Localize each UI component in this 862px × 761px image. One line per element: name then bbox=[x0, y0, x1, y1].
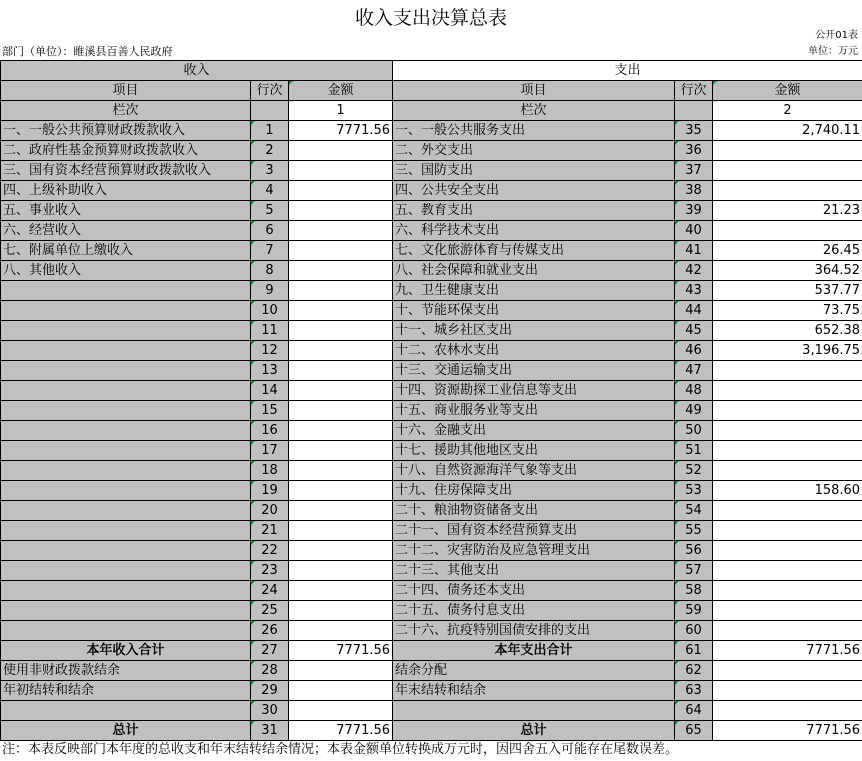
expense-item-cell: 二十一、国有资本经营预算支出 bbox=[393, 521, 675, 541]
expense-item-cell: 二十四、债务还本支出 bbox=[393, 581, 675, 601]
expense-rowno-cell: 58 bbox=[675, 581, 713, 601]
form-code: 公开01表 bbox=[815, 30, 858, 41]
income-amount-cell bbox=[289, 681, 393, 701]
expense-item-cell: 二、外交支出 bbox=[393, 141, 675, 161]
expense-rowno-cell: 38 bbox=[675, 181, 713, 201]
income-item-cell: 一、一般公共预算财政拨款收入 bbox=[1, 121, 251, 141]
expense-amount-cell: 652.38 bbox=[713, 321, 862, 341]
expense-item-cell: 总计 bbox=[393, 721, 675, 741]
expense-rowno-cell: 61 bbox=[675, 641, 713, 661]
income-amount-cell bbox=[289, 441, 393, 461]
table-row bbox=[1, 481, 862, 501]
table-row bbox=[1, 661, 862, 681]
expense-rowno-cell: 59 bbox=[675, 601, 713, 621]
table-row bbox=[1, 181, 862, 201]
income-item-cell: 年初结转和结余 bbox=[1, 681, 251, 701]
expense-rowno-cell: 40 bbox=[675, 221, 713, 241]
table-row bbox=[1, 581, 862, 601]
income-rowno-cell: 28 bbox=[251, 661, 289, 681]
expense-item-cell: 十七、援助其他地区支出 bbox=[393, 441, 675, 461]
income-amount-cell bbox=[289, 701, 393, 721]
income-amount-cell: 7771.56 bbox=[289, 641, 393, 661]
expense-rowno-cell: 49 bbox=[675, 401, 713, 421]
income-item-cell bbox=[1, 281, 251, 301]
table-row bbox=[1, 201, 862, 221]
expense-rowno-cell: 37 bbox=[675, 161, 713, 181]
expense-item-header: 项目 bbox=[393, 81, 675, 101]
income-rowno-cell: 4 bbox=[251, 181, 289, 201]
expense-amount-cell bbox=[713, 221, 862, 241]
income-rowno-cell: 18 bbox=[251, 461, 289, 481]
expense-item-cell: 一、一般公共服务支出 bbox=[393, 121, 675, 141]
expense-item-cell: 年末结转和结余 bbox=[393, 681, 675, 701]
table-row bbox=[1, 381, 862, 401]
expense-amount-cell bbox=[713, 621, 862, 641]
income-amount-cell bbox=[289, 461, 393, 481]
income-rowno-cell: 11 bbox=[251, 321, 289, 341]
expense-item-cell: 二十、粮油物资储备支出 bbox=[393, 501, 675, 521]
table-row bbox=[1, 441, 862, 461]
expense-rowno-cell: 55 bbox=[675, 521, 713, 541]
expense-rowno-cell: 42 bbox=[675, 261, 713, 281]
section-header-row bbox=[1, 61, 862, 81]
income-amount-cell bbox=[289, 481, 393, 501]
income-rowno-cell: 13 bbox=[251, 361, 289, 381]
income-amount-cell bbox=[289, 521, 393, 541]
expense-rowno-cell: 43 bbox=[675, 281, 713, 301]
table-row bbox=[1, 401, 862, 421]
income-rowno-cell: 25 bbox=[251, 601, 289, 621]
subtotal-row bbox=[1, 641, 862, 661]
income-amount-cell bbox=[289, 361, 393, 381]
expense-amount-cell bbox=[713, 401, 862, 421]
expense-item-cell: 二十五、债务付息支出 bbox=[393, 601, 675, 621]
expense-item-cell: 二十二、灾害防治及应急管理支出 bbox=[393, 541, 675, 561]
table-row bbox=[1, 701, 862, 721]
expense-rowno-cell: 41 bbox=[675, 241, 713, 261]
expense-rowno-cell: 51 bbox=[675, 441, 713, 461]
income-item-cell bbox=[1, 581, 251, 601]
expense-item-cell: 十五、商业服务业等支出 bbox=[393, 401, 675, 421]
income-rowno-cell: 9 bbox=[251, 281, 289, 301]
income-rowno-cell: 1 bbox=[251, 121, 289, 141]
expense-amount-header: 金额 bbox=[713, 81, 862, 101]
unit-label: 单位：万元 bbox=[808, 46, 858, 57]
income-amount-cell: 7771.56 bbox=[289, 121, 393, 141]
income-rowno-cell: 7 bbox=[251, 241, 289, 261]
expense-rowno-cell: 56 bbox=[675, 541, 713, 561]
expense-rowno-cell: 45 bbox=[675, 321, 713, 341]
expense-amount-cell bbox=[713, 421, 862, 441]
expense-rowno-cell: 57 bbox=[675, 561, 713, 581]
expense-amount-cell bbox=[713, 461, 862, 481]
income-colno-label: 栏次 bbox=[1, 101, 251, 121]
table-row bbox=[1, 341, 862, 361]
expense-amount-cell bbox=[713, 501, 862, 521]
table-row bbox=[1, 621, 862, 641]
table-row bbox=[1, 521, 862, 541]
income-item-cell: 五、事业收入 bbox=[1, 201, 251, 221]
expense-rowno-cell: 39 bbox=[675, 201, 713, 221]
table-row bbox=[1, 301, 862, 321]
expense-rowno-cell: 48 bbox=[675, 381, 713, 401]
table-row bbox=[1, 121, 862, 141]
income-amount-cell bbox=[289, 401, 393, 421]
expense-rowno-cell: 52 bbox=[675, 461, 713, 481]
expense-item-cell: 五、教育支出 bbox=[393, 201, 675, 221]
table-row bbox=[1, 501, 862, 521]
income-amount-cell bbox=[289, 281, 393, 301]
income-rowno-cell: 16 bbox=[251, 421, 289, 441]
expense-item-cell: 十九、住房保障支出 bbox=[393, 481, 675, 501]
income-amount-cell bbox=[289, 261, 393, 281]
income-rowno-cell: 23 bbox=[251, 561, 289, 581]
table-row bbox=[1, 681, 862, 701]
footnote: 注：本表反映部门本年度的总收支和年末结转结余情况；本表金额单位转换成万元时，因四舍五入可能存在尾数误差。 bbox=[2, 742, 679, 757]
income-rowno-cell: 15 bbox=[251, 401, 289, 421]
expense-item-cell: 十、节能环保支出 bbox=[393, 301, 675, 321]
expense-amount-cell bbox=[713, 381, 862, 401]
income-item-cell: 本年收入合计 bbox=[1, 641, 251, 661]
income-amount-header: 金额 bbox=[289, 81, 393, 101]
expense-amount-cell: 7771.56 bbox=[713, 641, 862, 661]
column-header-row bbox=[1, 81, 862, 101]
expense-item-cell: 十一、城乡社区支出 bbox=[393, 321, 675, 341]
expense-amount-cell bbox=[713, 441, 862, 461]
income-colno-blank bbox=[251, 101, 289, 121]
income-amount-cell bbox=[289, 321, 393, 341]
expense-item-cell: 十六、金融支出 bbox=[393, 421, 675, 441]
expense-rowno-cell: 60 bbox=[675, 621, 713, 641]
expense-amount-cell: 26.45 bbox=[713, 241, 862, 261]
income-item-cell: 七、附属单位上缴收入 bbox=[1, 241, 251, 261]
expense-item-cell: 十八、自然资源海洋气象等支出 bbox=[393, 461, 675, 481]
expense-rowno-cell: 65 bbox=[675, 721, 713, 741]
income-amount-cell bbox=[289, 241, 393, 261]
expense-item-cell: 八、社会保障和就业支出 bbox=[393, 261, 675, 281]
income-item-cell: 使用非财政拨款结余 bbox=[1, 661, 251, 681]
income-amount-cell bbox=[289, 181, 393, 201]
income-item-cell bbox=[1, 381, 251, 401]
table-row bbox=[1, 601, 862, 621]
expense-colno-blank bbox=[675, 101, 713, 121]
income-item-cell: 三、国有资本经营预算财政拨款收入 bbox=[1, 161, 251, 181]
expense-amount-cell bbox=[713, 521, 862, 541]
table-row bbox=[1, 461, 862, 481]
income-amount-cell bbox=[289, 221, 393, 241]
income-item-cell bbox=[1, 501, 251, 521]
income-item-cell bbox=[1, 621, 251, 641]
expense-amount-cell: 73.75 bbox=[713, 301, 862, 321]
expense-colno-value: 2 bbox=[713, 101, 862, 121]
expense-amount-cell bbox=[713, 541, 862, 561]
expense-rowno-cell: 47 bbox=[675, 361, 713, 381]
expense-rowno-cell: 36 bbox=[675, 141, 713, 161]
income-rowno-cell: 24 bbox=[251, 581, 289, 601]
income-amount-cell bbox=[289, 541, 393, 561]
expense-amount-cell bbox=[713, 681, 862, 701]
expense-amount-cell bbox=[713, 181, 862, 201]
expense-rowno-cell: 50 bbox=[675, 421, 713, 441]
expense-item-cell: 四、公共安全支出 bbox=[393, 181, 675, 201]
income-item-cell bbox=[1, 521, 251, 541]
expense-amount-cell bbox=[713, 581, 862, 601]
income-rowno-cell: 19 bbox=[251, 481, 289, 501]
expense-item-cell: 十三、交通运输支出 bbox=[393, 361, 675, 381]
income-rowno-cell: 12 bbox=[251, 341, 289, 361]
income-section-header: 收入 bbox=[1, 61, 393, 81]
income-item-cell bbox=[1, 481, 251, 501]
expense-rowno-cell: 53 bbox=[675, 481, 713, 501]
expense-item-cell: 九、卫生健康支出 bbox=[393, 281, 675, 301]
expense-item-cell: 七、文化旅游体育与传媒支出 bbox=[393, 241, 675, 261]
page-title: 收入支出决算总表 bbox=[354, 7, 507, 29]
expense-item-cell: 二十三、其他支出 bbox=[393, 561, 675, 581]
income-amount-cell bbox=[289, 421, 393, 441]
expense-item-cell: 结余分配 bbox=[393, 661, 675, 681]
department-label: 部门（单位）：睢溪县百善人民政府 bbox=[2, 45, 173, 58]
income-colno-value: 1 bbox=[289, 101, 393, 121]
expense-item-cell: 二十六、抗疫特别国债安排的支出 bbox=[393, 621, 675, 641]
expense-amount-cell: 158.60 bbox=[713, 481, 862, 501]
income-rowno-cell: 6 bbox=[251, 221, 289, 241]
expense-amount-cell bbox=[713, 361, 862, 381]
expense-rowno-cell: 64 bbox=[675, 701, 713, 721]
expense-rowno-cell: 35 bbox=[675, 121, 713, 141]
expense-rowno-cell: 62 bbox=[675, 661, 713, 681]
income-amount-cell bbox=[289, 341, 393, 361]
table-row bbox=[1, 561, 862, 581]
income-expense-table bbox=[0, 60, 862, 741]
income-amount-cell bbox=[289, 661, 393, 681]
income-amount-cell bbox=[289, 581, 393, 601]
expense-amount-cell bbox=[713, 161, 862, 181]
income-rowno-cell: 29 bbox=[251, 681, 289, 701]
income-item-cell bbox=[1, 561, 251, 581]
income-amount-cell bbox=[289, 601, 393, 621]
income-item-cell bbox=[1, 461, 251, 481]
income-item-cell bbox=[1, 421, 251, 441]
expense-amount-cell: 364.52 bbox=[713, 261, 862, 281]
expense-amount-cell: 3,196.75 bbox=[713, 341, 862, 361]
table-row bbox=[1, 221, 862, 241]
income-item-cell bbox=[1, 701, 251, 721]
income-rowno-cell: 17 bbox=[251, 441, 289, 461]
expense-amount-cell bbox=[713, 661, 862, 681]
income-item-cell: 八、其他收入 bbox=[1, 261, 251, 281]
income-amount-cell bbox=[289, 381, 393, 401]
income-amount-cell bbox=[289, 621, 393, 641]
income-item-cell bbox=[1, 341, 251, 361]
income-rowno-cell: 27 bbox=[251, 641, 289, 661]
table-row bbox=[1, 361, 862, 381]
expense-item-cell: 十二、农林水支出 bbox=[393, 341, 675, 361]
income-item-header: 项目 bbox=[1, 81, 251, 101]
column-number-row bbox=[1, 101, 862, 121]
table-row bbox=[1, 321, 862, 341]
income-amount-cell bbox=[289, 201, 393, 221]
expense-rowno-cell: 44 bbox=[675, 301, 713, 321]
income-rowno-cell: 30 bbox=[251, 701, 289, 721]
income-amount-cell bbox=[289, 561, 393, 581]
income-amount-cell bbox=[289, 301, 393, 321]
income-rowno-cell: 31 bbox=[251, 721, 289, 741]
table-row bbox=[1, 241, 862, 261]
expense-amount-cell bbox=[713, 141, 862, 161]
expense-item-cell: 三、国防支出 bbox=[393, 161, 675, 181]
income-item-cell bbox=[1, 601, 251, 621]
income-rowno-cell: 21 bbox=[251, 521, 289, 541]
income-rowno-header: 行次 bbox=[251, 81, 289, 101]
income-rowno-cell: 26 bbox=[251, 621, 289, 641]
income-rowno-cell: 10 bbox=[251, 301, 289, 321]
income-item-cell: 四、上级补助收入 bbox=[1, 181, 251, 201]
income-item-cell: 六、经营收入 bbox=[1, 221, 251, 241]
expense-amount-cell: 21.23 bbox=[713, 201, 862, 221]
expense-amount-cell: 7771.56 bbox=[713, 721, 862, 741]
income-item-cell bbox=[1, 541, 251, 561]
income-item-cell bbox=[1, 401, 251, 421]
expense-item-cell bbox=[393, 701, 675, 721]
expense-amount-cell bbox=[713, 701, 862, 721]
total-row bbox=[1, 721, 862, 741]
expense-colno-label: 栏次 bbox=[393, 101, 675, 121]
expense-rowno-cell: 54 bbox=[675, 501, 713, 521]
expense-rowno-header: 行次 bbox=[675, 81, 713, 101]
income-rowno-cell: 20 bbox=[251, 501, 289, 521]
income-rowno-cell: 5 bbox=[251, 201, 289, 221]
income-rowno-cell: 8 bbox=[251, 261, 289, 281]
income-amount-cell bbox=[289, 141, 393, 161]
expense-amount-cell: 537.77 bbox=[713, 281, 862, 301]
income-rowno-cell: 3 bbox=[251, 161, 289, 181]
table-row bbox=[1, 161, 862, 181]
income-amount-cell: 7771.56 bbox=[289, 721, 393, 741]
income-item-cell bbox=[1, 321, 251, 341]
expense-item-cell: 本年支出合计 bbox=[393, 641, 675, 661]
income-rowno-cell: 2 bbox=[251, 141, 289, 161]
table-row bbox=[1, 421, 862, 441]
expense-rowno-cell: 63 bbox=[675, 681, 713, 701]
expense-amount-cell bbox=[713, 601, 862, 621]
expense-rowno-cell: 46 bbox=[675, 341, 713, 361]
income-item-cell: 二、政府性基金预算财政拨款收入 bbox=[1, 141, 251, 161]
income-item-cell bbox=[1, 441, 251, 461]
income-amount-cell bbox=[289, 501, 393, 521]
expense-amount-cell bbox=[713, 561, 862, 581]
income-item-cell: 总计 bbox=[1, 721, 251, 741]
table-row bbox=[1, 541, 862, 561]
expense-item-cell: 六、科学技术支出 bbox=[393, 221, 675, 241]
income-item-cell bbox=[1, 361, 251, 381]
expense-amount-cell: 2,740.11 bbox=[713, 121, 862, 141]
table-row bbox=[1, 141, 862, 161]
income-rowno-cell: 14 bbox=[251, 381, 289, 401]
table-row bbox=[1, 281, 862, 301]
income-rowno-cell: 22 bbox=[251, 541, 289, 561]
income-amount-cell bbox=[289, 161, 393, 181]
expense-section-header: 支出 bbox=[393, 61, 862, 81]
income-item-cell bbox=[1, 301, 251, 321]
table-row bbox=[1, 261, 862, 281]
expense-item-cell: 十四、资源勘探工业信息等支出 bbox=[393, 381, 675, 401]
